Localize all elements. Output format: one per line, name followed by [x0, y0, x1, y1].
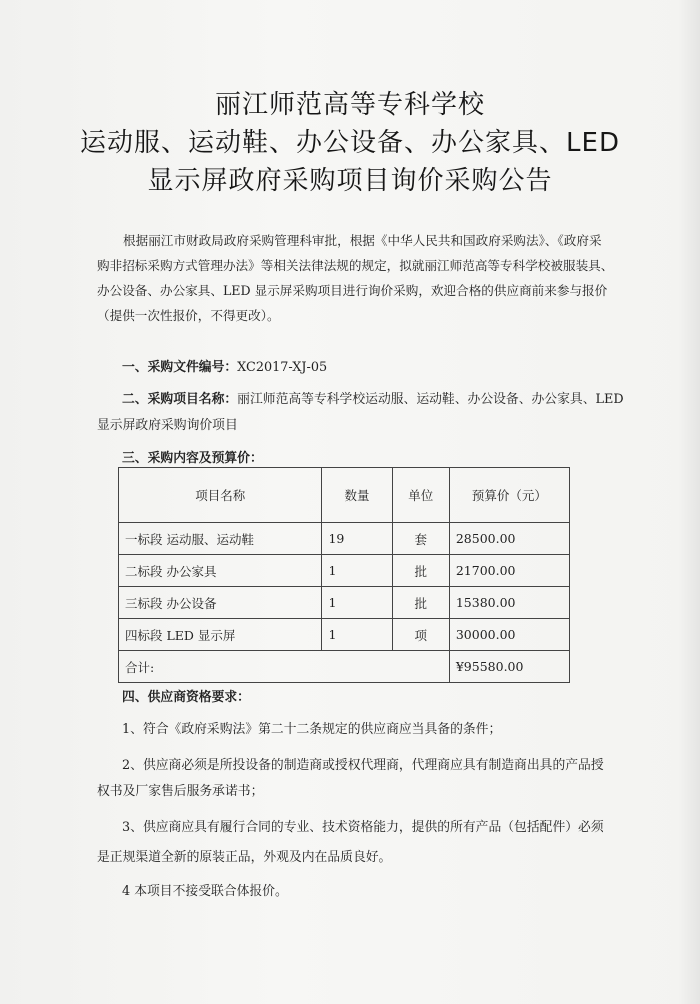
title-line-3: 显示屏政府采购项目询价采购公告 [147, 166, 553, 196]
project-name-line-2: 显示屏政府采购询价项目 [97, 418, 238, 433]
project-name-line-1: 丽江师范高等专科学校运动服、运动鞋、办公设备、办公家具、LED [237, 392, 624, 407]
requirement-1: 1、符合《政府采购法》第二十二条规定的供应商应当具备的条件； [122, 722, 502, 737]
row-price: 28500.00 [449, 523, 569, 555]
page-edge-shadow [678, 0, 700, 1004]
header-name: 项目名称 [119, 468, 322, 523]
row-unit: 批 [392, 587, 449, 619]
row-unit: 批 [392, 555, 449, 587]
intro-paragraph [97, 228, 614, 328]
table-row [119, 523, 570, 555]
header-unit: 单位 [392, 468, 449, 523]
total-value: ¥95580.00 [449, 651, 569, 683]
title-line-1: 丽江师范高等专科学校 [214, 90, 485, 120]
row-qty: 19 [322, 523, 392, 555]
requirement-4: 4 本项目不接受联合体报价。 [122, 884, 288, 899]
intro-line-4: （提供一次性报价，不得更改）。 [97, 308, 280, 323]
row-qty: 1 [322, 587, 392, 619]
header-qty: 数量 [322, 468, 392, 523]
requirement-2-line-2: 权书及厂家售后服务承诺书； [97, 784, 264, 799]
section-1-label: 一、采购文件编号： [122, 360, 238, 375]
requirement-2-line-1: 2、供应商必须是所投设备的制造商或授权代理商，代理商应具有制造商出具的产品授 [122, 758, 604, 773]
row-qty: 1 [322, 555, 392, 587]
row-qty: 1 [322, 619, 392, 651]
section-2 [122, 388, 624, 407]
table-row [119, 587, 570, 619]
row-name: 四标段 LED 显示屏 [119, 619, 322, 651]
header-price: 预算价（元） [449, 468, 569, 523]
table-row [119, 555, 570, 587]
requirement-3-line-2: 是正规渠道全新的原装正品，外观及内在品质良好。 [97, 850, 392, 865]
intro-line-2: 购非招标采购方式管理办法》等相关法律法规的规定，拟就丽江师范高等专科学校被服装具、 [97, 258, 614, 273]
requirement-3-line-1: 3、供应商应具有履行合同的专业、技术资格能力，提供的所有产品（包括配件）必须 [122, 820, 604, 835]
table-row [119, 619, 570, 651]
row-name: 三标段 办公设备 [119, 587, 322, 619]
intro-line-3: 办公设备、办公家具、LED 显示屏采购项目进行询价采购，欢迎合格的供应商前来参与报价 [97, 283, 608, 298]
row-unit: 套 [392, 523, 449, 555]
row-name: 二标段 办公家具 [119, 555, 322, 587]
file-number: XC2017-XJ-05 [237, 360, 328, 375]
row-unit: 项 [392, 619, 449, 651]
table-header-row [119, 468, 570, 523]
row-name: 一标段 运动服、运动鞋 [119, 523, 322, 555]
row-price: 30000.00 [449, 619, 569, 651]
procurement-table [118, 467, 570, 683]
row-price: 21700.00 [449, 555, 569, 587]
row-price: 15380.00 [449, 587, 569, 619]
section-2-label: 二、采购项目名称： [122, 392, 238, 407]
total-label: 合计: [119, 651, 450, 683]
title-line-2: 运动服、运动鞋、办公设备、办公家具、LED [80, 128, 620, 158]
table-total-row [119, 651, 570, 683]
section-3-label: 三、采购内容及预算价： [122, 451, 263, 466]
intro-line-1: 根据丽江市财政局政府采购管理科审批，根据《中华人民共和国政府采购法》、《政府采 [123, 233, 602, 248]
section-1 [122, 356, 327, 375]
section-4-label: 四、供应商资格要求： [122, 690, 250, 705]
